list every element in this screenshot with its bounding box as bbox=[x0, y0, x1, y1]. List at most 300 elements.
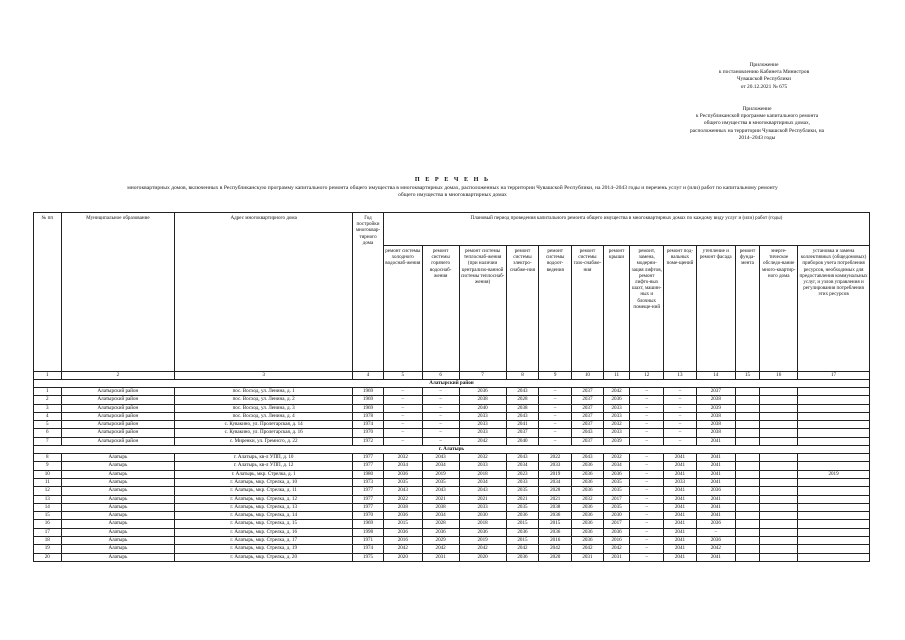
table-body bbox=[34, 372, 870, 562]
table-cell: 2043 bbox=[383, 487, 422, 495]
table-cell: 2043 bbox=[459, 487, 506, 495]
table-cell: 2036 bbox=[539, 512, 572, 520]
table-cell: 1977 bbox=[353, 495, 384, 503]
table-cell bbox=[760, 537, 798, 545]
column-number: 13 bbox=[664, 372, 697, 380]
table-cell: г. Алатырь, кв-л УПП, д. 12 bbox=[175, 462, 353, 470]
table-cell: – bbox=[422, 412, 459, 420]
table-cell: г. Алатырь, мкр. Стрелка, д. 11 bbox=[175, 487, 353, 495]
table-cell: 2036 bbox=[572, 512, 604, 520]
table-cell: – bbox=[630, 495, 664, 503]
table-cell: Алатырь bbox=[61, 470, 175, 478]
table-cell: 2038 bbox=[696, 396, 735, 404]
column-number: 14 bbox=[696, 372, 735, 380]
table-cell: 2033 bbox=[664, 478, 697, 486]
table-row bbox=[34, 429, 870, 437]
table-cell: Алатырский район bbox=[61, 396, 175, 404]
table-cell: 2033 bbox=[459, 503, 506, 511]
table-cell: – bbox=[630, 487, 664, 495]
header-work-type: ремонт крыши bbox=[603, 246, 630, 372]
table-cell: – bbox=[383, 412, 422, 420]
table-cell bbox=[798, 545, 870, 553]
table-cell: 2036 bbox=[459, 528, 506, 536]
table-cell: с. Кувакино, ул. Пролетарская, д. 14 bbox=[175, 421, 353, 429]
table-cell: 2016 bbox=[539, 537, 572, 545]
table-cell bbox=[798, 495, 870, 503]
table-cell: 1974 bbox=[353, 421, 384, 429]
column-number: 10 bbox=[572, 372, 604, 380]
table-cell: 2033 bbox=[539, 462, 572, 470]
table-cell: 2032 bbox=[572, 495, 604, 503]
table-cell bbox=[735, 495, 760, 503]
table-cell: 2043 bbox=[506, 412, 539, 420]
table-cell: 2036 bbox=[696, 520, 735, 528]
order-reference-line: Приложение bbox=[749, 62, 779, 68]
table-cell: г. Алатырь, мкр. Стрелка, д. 20 bbox=[175, 553, 353, 561]
table-row bbox=[34, 396, 870, 404]
table-cell bbox=[798, 487, 870, 495]
table-cell: – bbox=[630, 478, 664, 486]
table-cell: 2042 bbox=[422, 545, 459, 553]
table-cell: 2034 bbox=[383, 462, 422, 470]
table-cell bbox=[760, 388, 798, 396]
table-cell: 2022 bbox=[539, 454, 572, 462]
table-cell: 2042 bbox=[506, 545, 539, 553]
table-cell: 1970 bbox=[353, 512, 384, 520]
table-cell bbox=[760, 404, 798, 412]
table-cell bbox=[760, 462, 798, 470]
table-row bbox=[34, 520, 870, 528]
table-cell: – bbox=[630, 470, 664, 478]
table-cell: 2037 bbox=[572, 388, 604, 396]
table-cell: 2041 bbox=[664, 545, 697, 553]
table-cell: Алатырский район bbox=[61, 404, 175, 412]
table-cell: 2036 bbox=[603, 470, 630, 478]
table-cell: 2036 bbox=[572, 528, 604, 536]
table-cell: 2041 bbox=[696, 470, 735, 478]
table-row bbox=[34, 512, 870, 520]
table-cell: с. Миренки, ул. Гремнсго, д. 22 bbox=[175, 437, 353, 445]
table-row bbox=[34, 470, 870, 478]
table-cell: 2041 bbox=[696, 478, 735, 486]
table-cell: 20 bbox=[34, 553, 62, 561]
table-cell: Алатырский район bbox=[61, 437, 175, 445]
table-cell: 2035 bbox=[422, 478, 459, 486]
program-reference-line: расположенных на территории Чувашской Республики, на bbox=[689, 127, 825, 134]
table-cell: – bbox=[383, 429, 422, 437]
order-reference bbox=[689, 62, 839, 91]
table-cell: Алатырь bbox=[61, 512, 175, 520]
table-cell: Алатырь bbox=[61, 462, 175, 470]
table-cell: 2020 bbox=[539, 553, 572, 561]
table-cell bbox=[735, 503, 760, 511]
table-cell: – bbox=[630, 454, 664, 462]
table-cell: 2041 bbox=[506, 421, 539, 429]
table-cell: 2020 bbox=[459, 553, 506, 561]
table-cell: – bbox=[422, 437, 459, 445]
table-cell: 2041 bbox=[664, 470, 697, 478]
table-cell: – bbox=[383, 388, 422, 396]
table-cell: 13 bbox=[34, 495, 62, 503]
table-cell bbox=[735, 487, 760, 495]
table-cell: 2036 bbox=[422, 528, 459, 536]
table-cell: 2034 bbox=[422, 512, 459, 520]
table-cell: 2028 bbox=[506, 396, 539, 404]
table-cell: Алатырский район bbox=[61, 429, 175, 437]
table-cell: 2035 bbox=[603, 478, 630, 486]
table-cell: – bbox=[539, 396, 572, 404]
table-cell: 2036 bbox=[506, 553, 539, 561]
table-cell: г. Алатырь, мкр. Стрелка, д. 17 bbox=[175, 537, 353, 545]
header-work-type: ремонт системы газо-снабже-ния bbox=[572, 246, 604, 372]
table-cell: 2042 bbox=[383, 545, 422, 553]
table-cell: – bbox=[664, 412, 697, 420]
group-header-row bbox=[34, 446, 870, 454]
table-cell: 2038 bbox=[506, 404, 539, 412]
table-row bbox=[34, 388, 870, 396]
table-cell bbox=[760, 478, 798, 486]
table-cell: 2019 bbox=[798, 470, 870, 478]
table-cell: пос. Восход, ул. Ленина, д. 1 bbox=[175, 388, 353, 396]
table-cell bbox=[735, 437, 760, 445]
table-cell: – bbox=[630, 545, 664, 553]
column-number: 15 bbox=[735, 372, 760, 380]
table-cell: 2038 bbox=[422, 503, 459, 511]
table-cell bbox=[798, 412, 870, 420]
table-cell: 2042 bbox=[459, 545, 506, 553]
table-cell: 2035 bbox=[506, 487, 539, 495]
table-cell: – bbox=[539, 437, 572, 445]
table-cell: Алатырь bbox=[61, 528, 175, 536]
table-cell bbox=[798, 396, 870, 404]
table-cell: 2015 bbox=[383, 520, 422, 528]
table-cell: 2036 bbox=[383, 470, 422, 478]
table-cell: г. Алатырь, мкр. Стрелка, д. 14 bbox=[175, 512, 353, 520]
table-cell: 3 bbox=[34, 404, 62, 412]
table-cell: с. Кувакино, ул. Пролетарская, д. 16 bbox=[175, 429, 353, 437]
table-cell: 2036 bbox=[572, 478, 604, 486]
table-cell bbox=[798, 437, 870, 445]
table-row bbox=[34, 528, 870, 536]
table-cell bbox=[760, 470, 798, 478]
table-cell: пос. Восход, ул. Ленина, д. 3 bbox=[175, 404, 353, 412]
table-row bbox=[34, 421, 870, 429]
table-row bbox=[34, 537, 870, 545]
table-cell: 2041 bbox=[696, 512, 735, 520]
header-planned-period: Плановый период проведения капитального ремонта общего имущества в многоквартирных домах по каждому виду услуг и (или) работ (годы) bbox=[383, 213, 869, 246]
table-cell bbox=[735, 545, 760, 553]
table-cell: г. Алатырь, мкр. Стрелка, д. 16 bbox=[175, 528, 353, 536]
table-row bbox=[34, 437, 870, 445]
table-cell: 1977 bbox=[353, 454, 384, 462]
table-cell: пос. Восход, ул. Ленина, д. 4 bbox=[175, 412, 353, 420]
table-cell bbox=[760, 545, 798, 553]
table-cell: 2019 bbox=[459, 537, 506, 545]
column-number: 7 bbox=[459, 372, 506, 380]
table-cell: 2036 bbox=[572, 503, 604, 511]
header-work-type: энерге-тическое обследо-вание много-квартир-ного дома bbox=[760, 246, 798, 372]
table-cell: 1974 bbox=[353, 545, 384, 553]
table-cell: – bbox=[630, 437, 664, 445]
table-cell: 2031 bbox=[572, 553, 604, 561]
table-cell: 2035 bbox=[383, 478, 422, 486]
table-cell: 11 bbox=[34, 478, 62, 486]
order-reference-line: Чувашской Республики bbox=[737, 76, 791, 83]
table-cell: – bbox=[539, 388, 572, 396]
table-cell: 2022 bbox=[383, 495, 422, 503]
table-cell: – bbox=[630, 421, 664, 429]
table-cell: 2034 bbox=[506, 462, 539, 470]
table-row bbox=[34, 545, 870, 553]
table-cell: 2037 bbox=[572, 396, 604, 404]
table-cell: 2040 bbox=[459, 404, 506, 412]
table-cell: Алатырский район bbox=[61, 421, 175, 429]
table-cell: 2040 bbox=[506, 437, 539, 445]
table-row bbox=[34, 412, 870, 420]
table-cell: 2043 bbox=[572, 429, 604, 437]
table-cell bbox=[735, 478, 760, 486]
table-cell: 2015 bbox=[539, 520, 572, 528]
header-municipality: Муниципальное образование bbox=[61, 213, 175, 372]
table-cell: 2031 bbox=[603, 553, 630, 561]
header-work-type: ремонт фунда-мента bbox=[735, 246, 760, 372]
order-reference-line: к постановлению Кабинета Министров bbox=[718, 69, 810, 76]
table-cell: 2041 bbox=[664, 512, 697, 520]
table-cell bbox=[798, 528, 870, 536]
table-cell: 2041 bbox=[696, 553, 735, 561]
table-cell: 2042 bbox=[539, 545, 572, 553]
table-cell: 1978 bbox=[353, 412, 384, 420]
table-cell: 2043 bbox=[422, 487, 459, 495]
table-cell bbox=[735, 520, 760, 528]
table-cell: 9 bbox=[34, 462, 62, 470]
table-cell: 2015 bbox=[506, 537, 539, 545]
table-cell bbox=[798, 553, 870, 561]
table-cell: – bbox=[383, 437, 422, 445]
table-cell: 2016 bbox=[603, 537, 630, 545]
table-cell: Алатырь bbox=[61, 537, 175, 545]
table-row bbox=[34, 478, 870, 486]
table-cell: 2015 bbox=[506, 520, 539, 528]
table-cell: – bbox=[664, 429, 697, 437]
table-cell bbox=[760, 512, 798, 520]
table-cell: 2033 bbox=[459, 429, 506, 437]
table-cell: 2018 bbox=[459, 520, 506, 528]
table-cell bbox=[760, 412, 798, 420]
table-cell: 2036 bbox=[572, 520, 604, 528]
table-cell: 14 bbox=[34, 503, 62, 511]
table-cell: – bbox=[664, 437, 697, 445]
table-cell: 1975 bbox=[353, 553, 384, 561]
table-cell: 2023 bbox=[506, 470, 539, 478]
header-work-type: ремонт под-вальных поме-щений bbox=[664, 246, 697, 372]
table-cell: 2041 bbox=[696, 503, 735, 511]
table-cell: 2038 bbox=[696, 421, 735, 429]
table-cell: Алатырь bbox=[61, 487, 175, 495]
table-cell: г. Алатырь, мкр. Стрелка, д. 19 bbox=[175, 545, 353, 553]
table-row bbox=[34, 495, 870, 503]
table-cell: Алатырский район bbox=[61, 388, 175, 396]
table-cell: 2041 bbox=[664, 537, 697, 545]
table-cell: 2032 bbox=[459, 454, 506, 462]
table-cell: 2041 bbox=[696, 437, 735, 445]
table-cell: 2033 bbox=[603, 429, 630, 437]
table-cell: 2041 bbox=[664, 520, 697, 528]
table-cell: 2041 bbox=[696, 462, 735, 470]
table-cell bbox=[735, 429, 760, 437]
table-cell: 2042 bbox=[459, 437, 506, 445]
table-cell: 18 bbox=[34, 537, 62, 545]
table-cell: – bbox=[630, 520, 664, 528]
table-cell: Алатырь bbox=[61, 553, 175, 561]
group-header-row bbox=[34, 380, 870, 388]
table-cell: Алатырь bbox=[61, 495, 175, 503]
table-cell: 2041 bbox=[664, 495, 697, 503]
table-cell: – bbox=[422, 388, 459, 396]
table-cell: 1977 bbox=[353, 503, 384, 511]
table-cell: 2041 bbox=[664, 503, 697, 511]
program-reference-line: 2014–2043 годы bbox=[738, 134, 776, 141]
table-cell: 2036 bbox=[696, 487, 735, 495]
table-cell: 2041 bbox=[696, 495, 735, 503]
table-cell: 2021 bbox=[506, 495, 539, 503]
table-cell: 2036 bbox=[383, 528, 422, 536]
table-cell: 5 bbox=[34, 421, 62, 429]
table-cell: – bbox=[664, 404, 697, 412]
table-cell: 2043 bbox=[422, 454, 459, 462]
table-cell: 2037 bbox=[506, 429, 539, 437]
table-cell: 2037 bbox=[696, 388, 735, 396]
column-number: 5 bbox=[383, 372, 422, 380]
column-number: 2 bbox=[61, 372, 175, 380]
table-cell: г. Алатырь, кв-л УПП, д. 10 bbox=[175, 454, 353, 462]
table-cell: 1969 bbox=[353, 404, 384, 412]
table-cell: – bbox=[630, 412, 664, 420]
table-cell: 2041 bbox=[664, 528, 697, 536]
table-cell: 10 bbox=[34, 470, 62, 478]
table-cell bbox=[735, 454, 760, 462]
table-row bbox=[34, 503, 870, 511]
table-cell: 2036 bbox=[572, 487, 604, 495]
table-cell bbox=[735, 528, 760, 536]
table-cell bbox=[735, 421, 760, 429]
repair-schedule-table bbox=[33, 212, 870, 562]
table-cell bbox=[735, 470, 760, 478]
table-cell: 2034 bbox=[603, 462, 630, 470]
table-cell: 2038 bbox=[696, 412, 735, 420]
table-cell: 4 bbox=[34, 412, 62, 420]
table-cell: г. Алатырь, мкр. Стрелка, д. 1 bbox=[175, 470, 353, 478]
table-cell bbox=[798, 421, 870, 429]
table-cell: 2033 bbox=[603, 412, 630, 420]
table-cell bbox=[735, 462, 760, 470]
column-number: 16 bbox=[760, 372, 798, 380]
table-cell: 2035 bbox=[603, 487, 630, 495]
table-cell: Алатырь bbox=[61, 503, 175, 511]
table-cell: 2042 bbox=[572, 545, 604, 553]
table-cell: 1971 bbox=[353, 537, 384, 545]
header-work-type: ремонт системы горячего водоснаб-жения bbox=[422, 246, 459, 372]
table-cell: 1969 bbox=[353, 520, 384, 528]
table-cell bbox=[798, 462, 870, 470]
table-cell bbox=[735, 396, 760, 404]
table-cell: Алатырь bbox=[61, 545, 175, 553]
table-cell: – bbox=[630, 429, 664, 437]
table-cell: 2042 bbox=[603, 388, 630, 396]
column-number-row bbox=[34, 372, 870, 380]
header-no: № пп bbox=[34, 213, 62, 372]
table-cell: 2017 bbox=[603, 495, 630, 503]
column-number: 11 bbox=[603, 372, 630, 380]
table-cell: 2039 bbox=[696, 404, 735, 412]
table-cell: 1977 bbox=[353, 462, 384, 470]
table-cell: 16 bbox=[34, 520, 62, 528]
table-cell: Алатырский район bbox=[61, 412, 175, 420]
table-cell: 2041 bbox=[664, 487, 697, 495]
table-cell bbox=[760, 437, 798, 445]
table-cell: – bbox=[539, 429, 572, 437]
table-cell: 2021 bbox=[539, 495, 572, 503]
document-title: П Е Р Е Ч Е Н Ь bbox=[414, 176, 491, 183]
program-reference bbox=[657, 106, 857, 142]
table-cell: 2029 bbox=[422, 537, 459, 545]
table-cell: 2036 bbox=[506, 528, 539, 536]
table-cell: 2037 bbox=[572, 412, 604, 420]
table-cell bbox=[735, 553, 760, 561]
table-row bbox=[34, 454, 870, 462]
table-cell: 2038 bbox=[539, 503, 572, 511]
table-cell: – bbox=[630, 462, 664, 470]
table-cell: 2036 bbox=[506, 512, 539, 520]
table-cell: 2041 bbox=[664, 553, 697, 561]
table-cell: 2036 bbox=[696, 537, 735, 545]
table-row bbox=[34, 553, 870, 561]
table-cell: 1980 bbox=[353, 470, 384, 478]
header-work-type: ремонт системы теплоснаб-жения (при наличии централизо-ванной системы теплоснаб-жения) bbox=[459, 246, 506, 372]
table-cell: 1972 bbox=[353, 437, 384, 445]
table-cell: 2020 bbox=[383, 553, 422, 561]
table-cell: – bbox=[630, 512, 664, 520]
table-cell: 2033 bbox=[603, 404, 630, 412]
table-cell bbox=[760, 487, 798, 495]
table-cell: 2036 bbox=[572, 537, 604, 545]
table-cell: 17 bbox=[34, 528, 62, 536]
table-cell: 2018 bbox=[459, 470, 506, 478]
table-cell: – bbox=[664, 396, 697, 404]
table-cell: – bbox=[383, 421, 422, 429]
table-cell: – bbox=[422, 421, 459, 429]
table-cell: 2037 bbox=[572, 421, 604, 429]
table-cell: 2043 bbox=[506, 454, 539, 462]
table-cell: пос. Восход, ул. Ленина, д. 2 bbox=[175, 396, 353, 404]
table-cell bbox=[798, 478, 870, 486]
table-cell: 2032 bbox=[603, 454, 630, 462]
table-cell bbox=[798, 404, 870, 412]
table-cell: – bbox=[422, 429, 459, 437]
table-cell: 2032 bbox=[383, 454, 422, 462]
header-work-type: ремонт, замена, модерни-зация лифтов, ремонт лифто-вых шахт, машин-ных и блочных помеще-ний bbox=[630, 246, 664, 372]
table-cell: 2 bbox=[34, 396, 62, 404]
table-cell: 1969 bbox=[353, 388, 384, 396]
table-cell: – bbox=[422, 396, 459, 404]
table-cell: 2019 bbox=[422, 470, 459, 478]
column-number: 12 bbox=[630, 372, 664, 380]
table-cell: 2030 bbox=[459, 512, 506, 520]
table-row bbox=[34, 487, 870, 495]
table-cell: 2038 bbox=[696, 429, 735, 437]
table-cell: – bbox=[664, 421, 697, 429]
table-cell: г. Алатырь, мкр. Стрелка, д. 10 bbox=[175, 478, 353, 486]
